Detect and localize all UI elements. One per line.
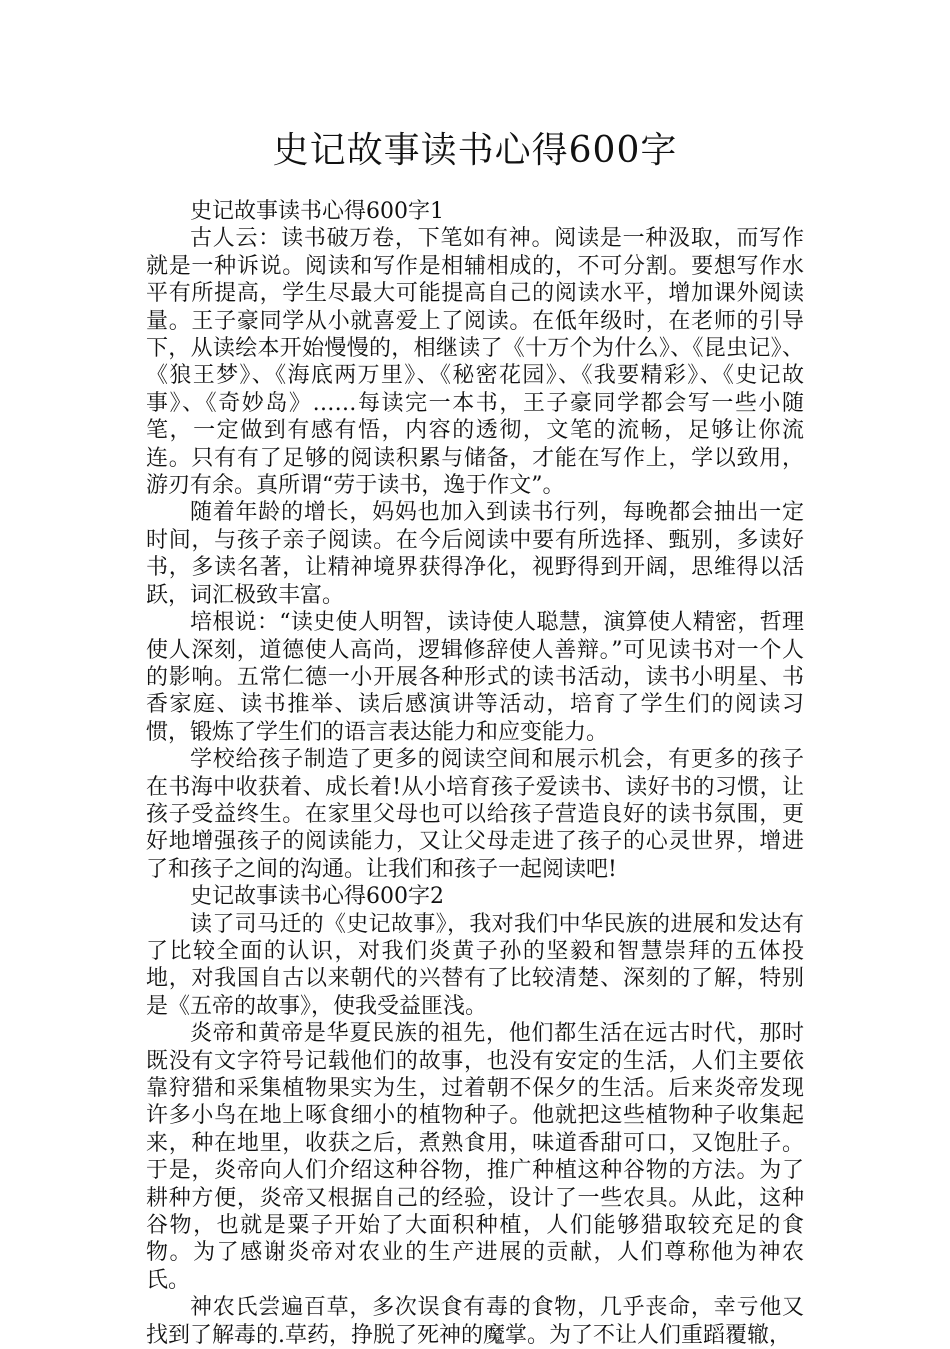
section-heading-2: 史记故事读书心得600字2 <box>190 884 444 910</box>
paragraph: 古人云：读书破万卷，下笔如有神。阅读是一种汲取，而写作就是一种诉说。阅读和写作是相辅相成的，不可分割。要想写作水平有所提高，学生尽最大可能提高自己的阅读水平，增加课外阅读量。王子豪同学从小就喜爱上了阅读。在低年级时，在老师的引导下，从读绘本开始慢慢的，相继读了《十万个为什么》、《昆虫记》、《狼王梦》、《海底两万里》、《秘密花园》、《我要精彩》、《史记故事》、《奇妙岛》……每读完一本书，王子豪同学都会写一些小随笔，一定做到有感有悟，内容的透彻，文笔的流畅，足够让你流连。只有有了足够的阅读积累与储备，才能在写作上，学以致用，游刃有余。真所谓“劳于读书，逸于作文”。 <box>146 226 804 499</box>
paragraph: 炎帝和黄帝是华夏民族的祖先，他们都生活在远古时代，那时既没有文字符号记载他们的故事，也没有安定的生活，人们主要依靠狩猎和采集植物果实为生，过着朝不保夕的生活。后来炎帝发现许多小鸟在地上啄食细小的植物种子。他就把这些植物种子收集起来，种在地里，收获之后，煮熟食用，味道香甜可口，又饱肚子。于是，炎帝向人们介绍这种谷物，推广种植这种谷物的方法。为了耕种方便，炎帝又根据自己的经验，设计了一些农具。从此，这种谷物，也就是粟子开始了大面积种植，人们能够猎取较充足的食物。为了感谢炎帝对农业的生产进展的贡献，人们尊称他为神农氏。 <box>146 1021 804 1293</box>
paragraph: 随着年龄的增长，妈妈也加入到读书行列，每晚都会抽出一定时间，与孩子亲子阅读。在今后阅读中要有所选择、甄别，多读好书，多读名著，让精神境界获得净化，视野得到开阔，思维得以活跃，词汇极致丰富。 <box>146 500 804 608</box>
document-body <box>146 198 804 1349</box>
paragraph: 学校给孩子制造了更多的阅读空间和展示机会，有更多的孩子在书海中收获着、成长着!从小培育孩子爱读书、读好书的习惯，让孩子受益终生。在家里父母也可以给孩子营造良好的读书氛围，更好地增强孩子的阅读能力，又让父母走进了孩子的心灵世界，增进了和孩子之间的沟通。让我们和孩子一起阅读吧! <box>146 747 804 882</box>
document-title: 史记故事读书心得600字 <box>272 130 678 171</box>
section-heading-1: 史记故事读书心得600字1 <box>190 199 444 224</box>
paragraph: 读了司马迁的《史记故事》，我对我们中华民族的进展和发达有了比较全面的认识，对我们炎黄子孙的坚毅和智慧崇拜的五体投地，对我国自古以来朝代的兴替有了比较清楚、深刻的了解，特别是《五帝的故事》，使我受益匪浅。 <box>146 911 804 1019</box>
paragraph: 神农氏尝遍百草，多次误食有毒的食物，几乎丧命，幸亏他又找到了解毒的.草药，挣脱了死神的魔掌。为了不让人们重蹈覆辙， <box>146 1295 804 1348</box>
paragraph: 培根说：“读史使人明智，读诗使人聪慧，演算使人精密，哲理使人深刻，道德使人高尚，逻辑修辞使人善辩。”可见读书对一个人的影响。五常仁德一小开展各种形式的读书活动，读书小明星、书香家庭、读书推举、读后感演讲等活动，培育了学生们的阅读习惯，锻炼了学生们的语言表达能力和应变能力。 <box>146 610 804 745</box>
